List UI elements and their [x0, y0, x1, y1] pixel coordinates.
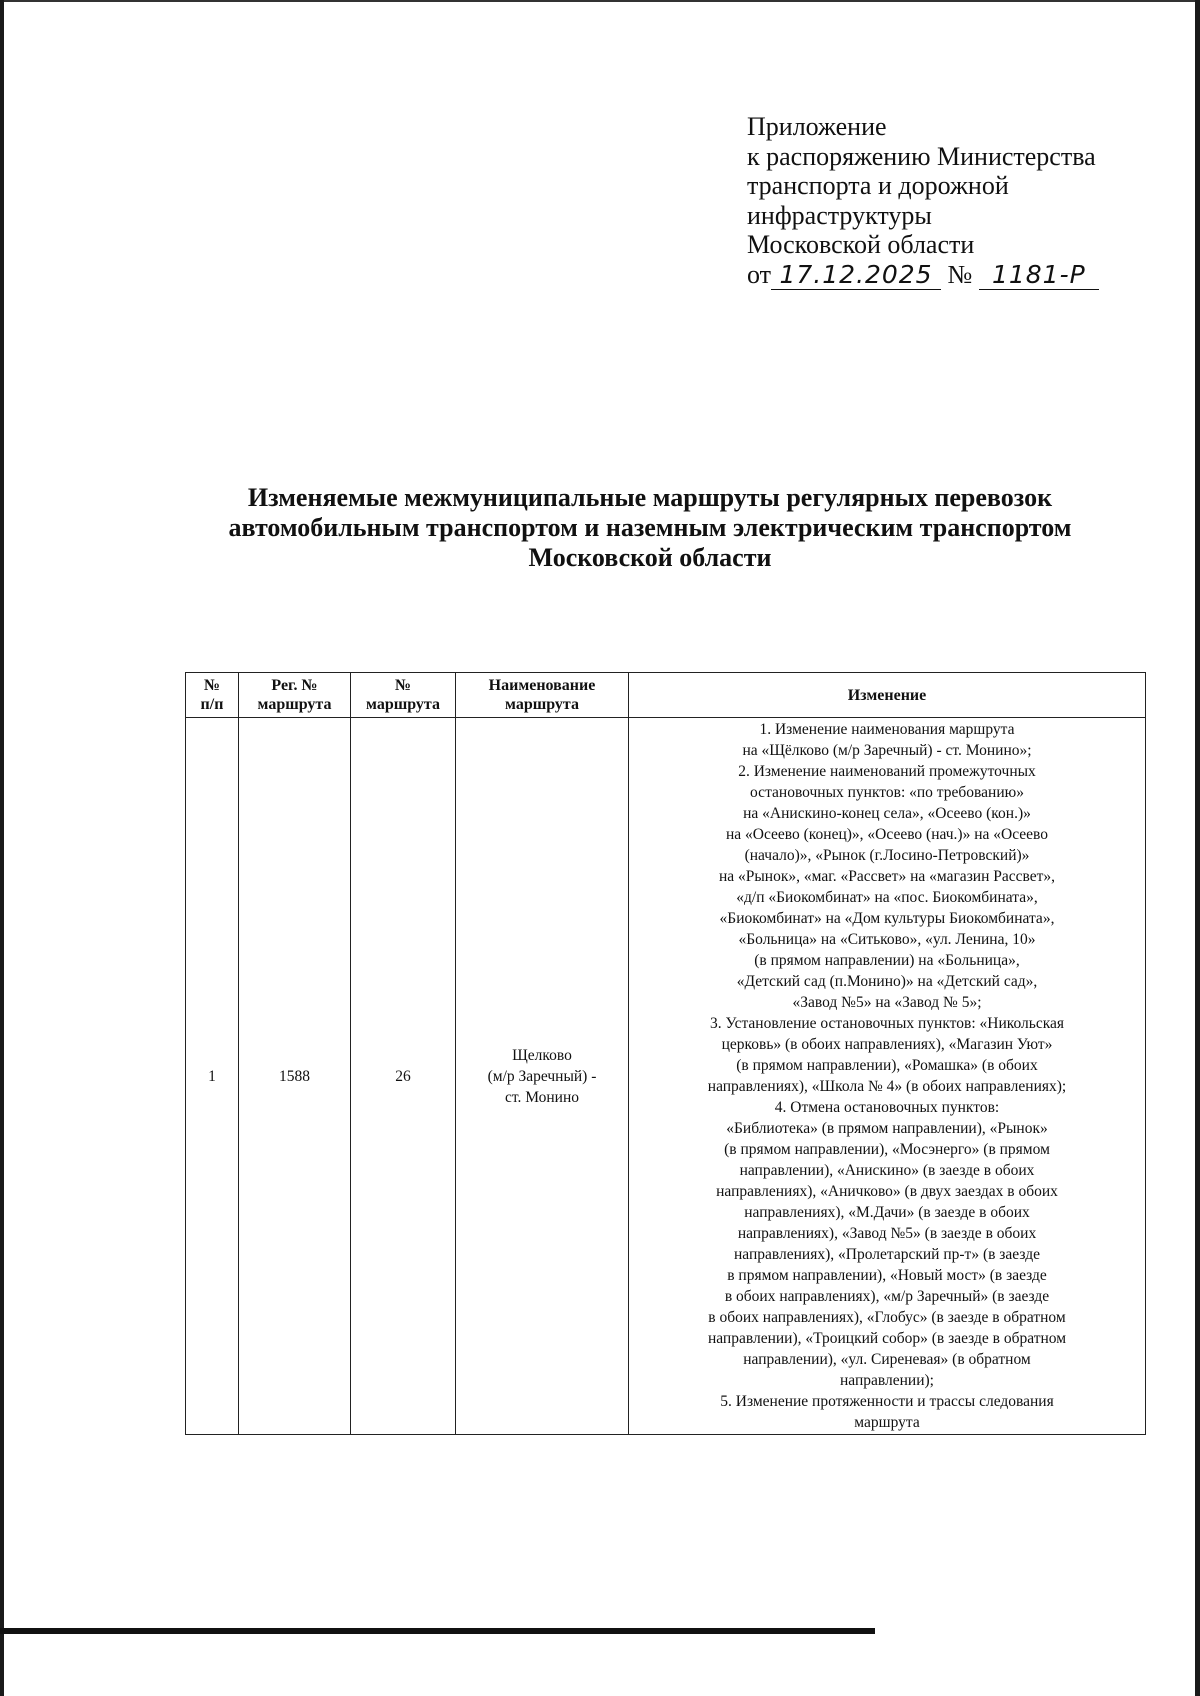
change-line: направлении), «Анискино» (в заезде в обоих — [739, 1162, 1035, 1179]
change-line: на «Щёлково (м/р Заречный) - ст. Монино»; — [742, 742, 1032, 759]
change-line: направлении), «ул. Сиреневая» (в обратном — [743, 1351, 1031, 1368]
header-name-line: Наименование — [488, 677, 596, 694]
cell-reg-number: 1588 — [239, 718, 351, 1435]
appendix-line: Приложение — [747, 112, 887, 141]
handwritten-order-number: 1181-Р — [979, 260, 1099, 291]
document-title — [175, 483, 1125, 573]
header-route-line: № — [394, 677, 412, 694]
change-line: направлениях), «Школа № 4» (в обоих направлениях); — [707, 1078, 1067, 1095]
route-name-line: Щелково — [512, 1046, 572, 1064]
change-line: «д/п «Биокомбинат» на «пос. Биокомбината», — [736, 889, 1038, 906]
change-line: в обоих направлениях), «Глобус» (в заезде в обратном — [708, 1309, 1066, 1326]
table-header-row — [186, 673, 1146, 718]
change-line: 5. Изменение протяженности и трассы следования — [720, 1393, 1054, 1410]
header-route-line: маршрута — [366, 696, 440, 713]
change-line: (в прямом направлении), «Мосэнерго» (в прямом — [724, 1141, 1050, 1158]
scan-border-left — [0, 0, 4, 1696]
change-line: «Библиотека» (в прямом направлении), «Рынок» — [726, 1120, 1048, 1137]
appendix-block — [747, 112, 1167, 290]
header-name-line: маршрута — [505, 696, 579, 713]
number-prefix: № — [947, 259, 973, 289]
change-line: 1. Изменение наименования маршрута — [759, 721, 1015, 738]
appendix-line: инфраструктуры — [747, 200, 932, 230]
header-route-number — [351, 673, 456, 718]
route-name-line: (м/р Заречный) - — [487, 1067, 597, 1085]
change-line: 4. Отмена остановочных пунктов: — [774, 1099, 1000, 1116]
change-line: «Завод №5» на «Завод № 5»; — [792, 994, 982, 1011]
appendix-line: транспорта и дорожной — [747, 171, 1009, 200]
routes-table — [185, 672, 1146, 1435]
change-line: направлении); — [840, 1372, 934, 1389]
appendix-line: Московской области — [747, 230, 975, 259]
change-line: направлении), «Троицкий собор» (в заезде в обратном — [707, 1330, 1067, 1347]
route-name-line: ст. Монино — [504, 1088, 580, 1106]
change-line: в обоих направлениях), «м/р Заречный» (в заезде — [724, 1288, 1050, 1305]
change-line: «Биокомбинат» на «Дом культуры Биокомбината», — [719, 910, 1055, 927]
header-change: Изменение — [629, 673, 1146, 718]
change-line: остановочных пунктов: «по требованию» — [750, 784, 1024, 801]
date-prefix: от — [747, 259, 772, 289]
change-line: направлениях), «Аничково» (в двух заездах в обоих — [716, 1183, 1058, 1200]
change-line: церковь» (в обоих направлениях), «Магазин Уют» — [721, 1036, 1053, 1053]
header-num-line: № — [203, 677, 221, 694]
cell-num: 1 — [186, 718, 239, 1435]
scan-border-right — [1195, 0, 1200, 1696]
order-date-line — [747, 260, 1167, 291]
cell-change — [629, 718, 1146, 1435]
title-line: Московской области — [528, 543, 772, 572]
change-line: (в прямом направлении), «Ромашка» (в обоих — [736, 1057, 1038, 1074]
header-reg-number — [239, 673, 351, 718]
header-reg-line: маршрута — [257, 696, 332, 713]
appendix-line: к распоряжению Министерства — [747, 141, 1096, 171]
header-num-line: п/п — [200, 696, 224, 713]
change-line: направлениях), «Пролетарский пр-т» (в заезде — [734, 1246, 1040, 1263]
title-line: автомобильным транспортом и наземным электрическим транспортом — [228, 513, 1072, 542]
change-line: направлениях), «М.Дачи» (в заезде в обоих — [744, 1204, 1030, 1221]
change-line: «Детский сад (п.Монино)» на «Детский сад», — [736, 973, 1038, 990]
change-line: (начало)», «Рынок (г.Лосино-Петровский)» — [744, 847, 1030, 864]
scan-bottom-rule — [0, 1628, 875, 1634]
title-line: Изменяемые межмуниципальные маршруты регулярных перевозок — [247, 483, 1053, 512]
table-row — [186, 718, 1146, 1435]
handwritten-date: 17.12.2025 — [771, 260, 941, 291]
change-line: маршрута — [854, 1414, 920, 1431]
change-line: на «Рынок», «маг. «Рассвет» на «магазин Рассвет», — [718, 868, 1056, 885]
change-line: «Больница» на «Ситьково», «ул. Ленина, 10» — [738, 931, 1036, 948]
change-line: направлениях), «Завод №5» (в заезде в обоих — [737, 1225, 1037, 1242]
change-line: в прямом направлении), «Новый мост» (в заезде — [727, 1267, 1047, 1284]
cell-route-name — [456, 718, 629, 1435]
header-num — [186, 673, 239, 718]
change-line: 2. Изменение наименований промежуточных — [738, 763, 1036, 780]
header-route-name — [456, 673, 629, 718]
change-line: на «Анискино-конец села», «Осеево (кон.)» — [743, 805, 1031, 822]
cell-route-number: 26 — [351, 718, 456, 1435]
change-line: 3. Установление остановочных пунктов: «Никольская — [709, 1015, 1065, 1032]
change-line: на «Осеево (конец)», «Осеево (нач.)» на «Осеево — [725, 826, 1048, 843]
scan-border-top — [0, 0, 1200, 2]
change-line: (в прямом направлении) на «Больница», — [754, 952, 1020, 969]
header-reg-line: Рег. № — [271, 677, 318, 694]
